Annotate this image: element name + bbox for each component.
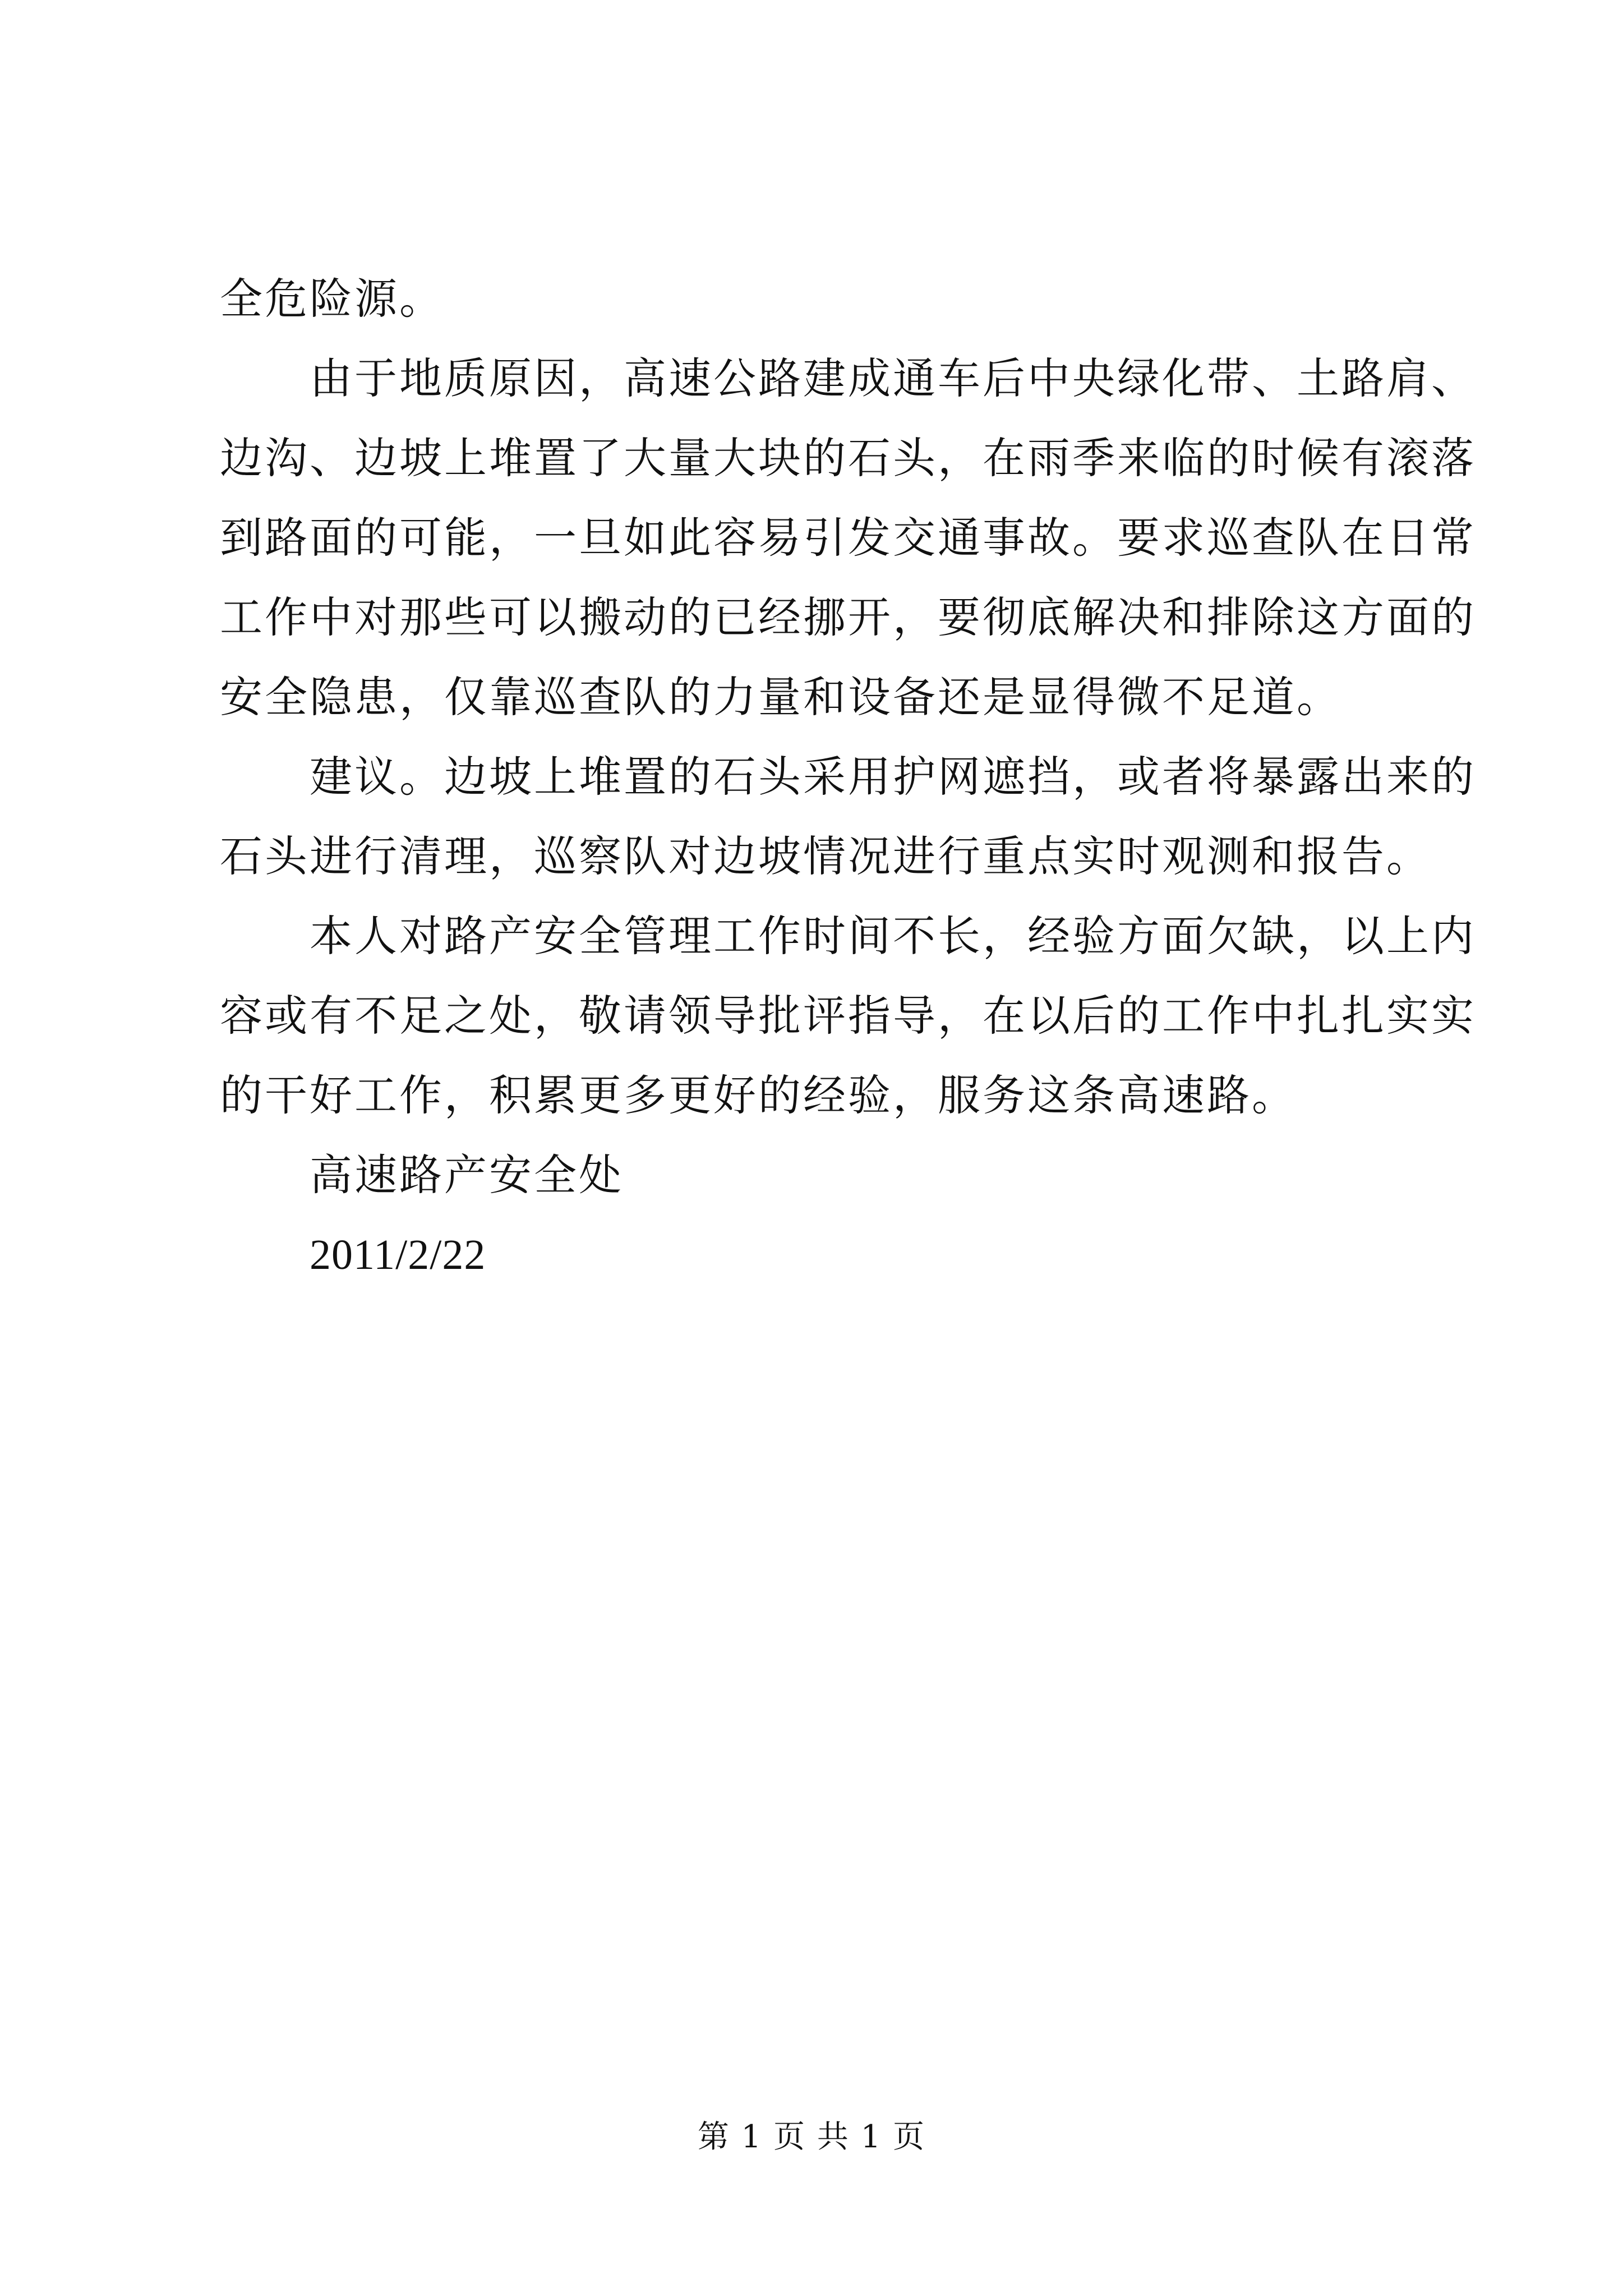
text-line: 石头进行清理，巡察队对边坡情况进行重点实时观测和报告。 bbox=[220, 831, 1431, 881]
paragraph-first-line: 由于地质原因，高速公路建成通车后中央绿化带、土路肩、 bbox=[310, 353, 1476, 403]
text-line: 到路面的可能，一旦如此容易引发交通事故。要求巡查队在日常 bbox=[220, 513, 1476, 563]
text-line: 安全隐患，仅靠巡查队的力量和设备还是显得微不足道。 bbox=[220, 672, 1341, 722]
text-line: 边沟、边坡上堆置了大量大块的石头，在雨季来临的时候有滚落 bbox=[220, 433, 1476, 483]
text-line: 工作中对那些可以搬动的已经挪开，要彻底解决和排除这方面的 bbox=[220, 592, 1476, 642]
document-body bbox=[220, 259, 1476, 1295]
text-line: 的干好工作，积累更多更好的经验，服务这条高速路。 bbox=[220, 1070, 1297, 1120]
text-line: 容或有不足之处，敬请领导批评指导，在以后的工作中扎扎实实 bbox=[220, 991, 1476, 1041]
text-line: 全危险源。 bbox=[220, 274, 444, 324]
paragraph-first-line: 建议。边坡上堆置的石头采用护网遮挡，或者将暴露出来的 bbox=[310, 752, 1476, 802]
paragraph-first-line: 本人对路产安全管理工作时间不长，经验方面欠缺，以上内 bbox=[310, 911, 1476, 961]
signature-organization: 高速路产安全处 bbox=[310, 1150, 624, 1200]
page-footer: 第 1 页 共 1 页 bbox=[697, 2119, 926, 2155]
signature-date: 2011/2/22 bbox=[310, 1231, 486, 1278]
